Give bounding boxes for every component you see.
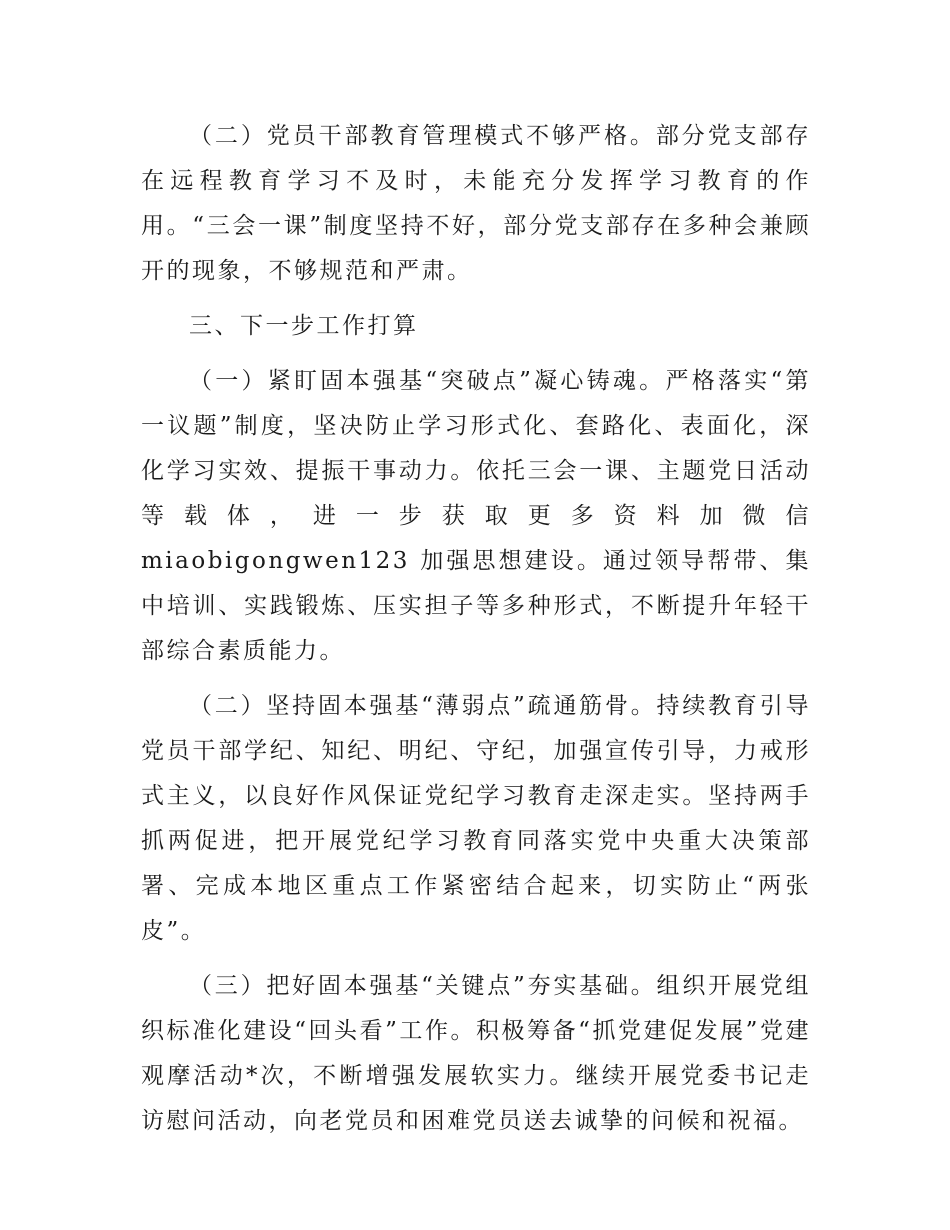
paragraph-breakthrough-point: （一）紧盯固本强基“突破点”凝心铸魂。严格落实“第一议题”制度，坚决防止学习形式化、套路化、表面化，深化学习实效、提振干事动力。依托三会一课、主题党日活动等载体，进一步获取更多资料加微信 miaobigongwen123 加强思想建设。通过领导帮带、集中培训、实践锻炼、压实担子等多种形式，不断提升年轻干部综合素质能力。 bbox=[141, 368, 811, 664]
paragraph-weak-point: （二）坚持固本强基“薄弱点”疏通筋骨。持续教育引导党员干部学纪、知纪、明纪、守纪，加强宣传引导，力戒形式主义，以良好作风保证党纪学习教育走深走实。坚持两手抓两促进，把开展党纪学习教育同落实党中央重大决策部署、完成本地区重点工作紧密结合起来，切实防止“两张皮”。 bbox=[141, 693, 811, 944]
paragraph-key-point: （三）把好固本强基“关键点”夯实基础。组织开展党组织标准化建设“回头看”工作。积极筹备“抓党建促发展”党建观摩活动*次，不断增强发展软实力。继续开展党委书记走访慰问活动，向老党员和困难党员送去诚挚的问候和祝福。 bbox=[141, 973, 811, 1134]
section-heading-next-steps: 三、下一步工作打算 bbox=[189, 313, 419, 339]
paragraph-discipline-education-issue: （二）党员干部教育管理模式不够严格。部分党支部存在远程教育学习不及时，未能充分发挥学习教育的作用。“三会一课”制度坚持不好，部分党支部存在多种会兼顾开的现象，不够规范和严肃。 bbox=[141, 123, 811, 284]
document-body bbox=[141, 114, 811, 1154]
